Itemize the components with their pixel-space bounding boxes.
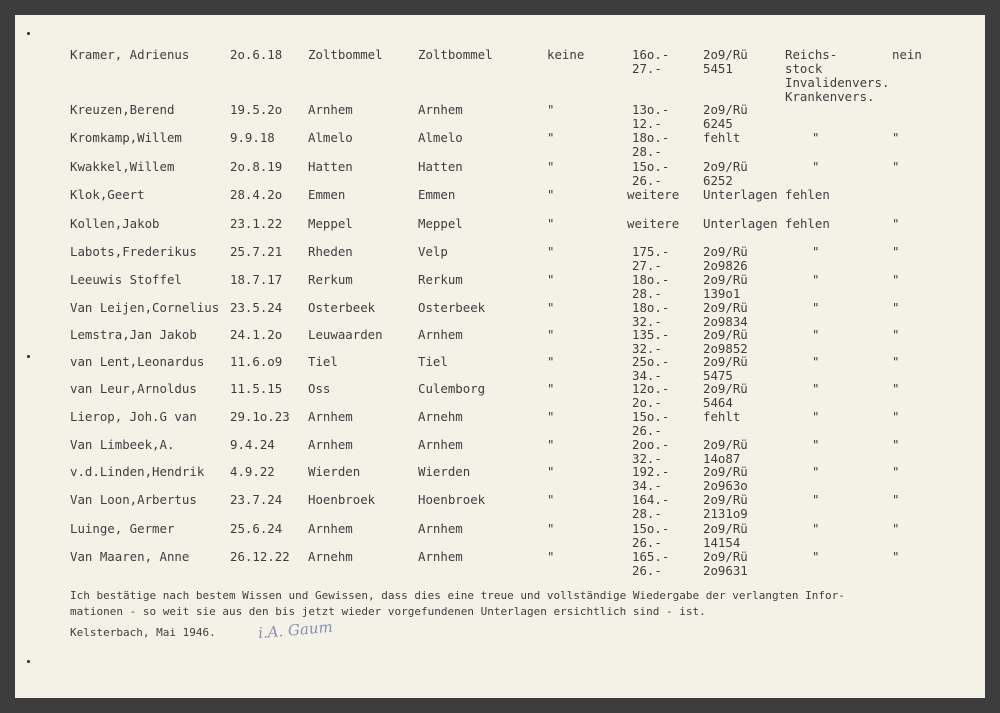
row-amount-2: 34.- — [632, 478, 662, 493]
row-name: Kollen,Jakob — [70, 216, 160, 231]
row-last-column: " — [892, 464, 900, 479]
row-reference-1: 2o9/Rü — [703, 272, 748, 287]
row-residence: Emmen — [418, 187, 456, 202]
row-status: " — [547, 300, 555, 315]
row-reference-2: 2131o9 — [703, 506, 748, 521]
row-birthdate: 23.1.22 — [230, 216, 283, 231]
row-reference-1: 2o9/Rü — [703, 521, 748, 536]
row-status: " — [547, 437, 555, 452]
row-residence: Culemborg — [418, 381, 486, 396]
row-reference-2: 2o9826 — [703, 258, 748, 273]
row-birthplace: Tiel — [308, 354, 338, 369]
row-amount-1: 15o.- — [632, 409, 670, 424]
row-insurance: " — [812, 492, 820, 507]
row-amount-2: 2o.- — [632, 395, 662, 410]
row-birthdate: 24.1.2o — [230, 327, 283, 342]
row-last-column: " — [892, 130, 900, 145]
row-last-column: " — [892, 437, 900, 452]
row-residence: Hoenbroek — [418, 492, 486, 507]
row-amount-2: 28.- — [632, 144, 662, 159]
row-reference-1: 2o9/Rü — [703, 47, 748, 62]
row-last-column: " — [892, 354, 900, 369]
row-reference-2: 6245 — [703, 116, 733, 131]
row-residence: Wierden — [418, 464, 471, 479]
row-name: Kwakkel,Willem — [70, 159, 175, 174]
row-birthplace: Arnhem — [308, 409, 353, 424]
row-status: keine — [547, 47, 585, 62]
row-residence: Arnhem — [418, 437, 463, 452]
row-birthplace: Emmen — [308, 187, 346, 202]
row-birthplace: Hoenbroek — [308, 492, 376, 507]
row-status: " — [547, 327, 555, 342]
row-amount-2: 32.- — [632, 451, 662, 466]
row-status: " — [547, 381, 555, 396]
row-amount-1: 175.- — [632, 244, 670, 259]
row-insurance: Reichs- stock Invalidenvers. Krankenvers. — [785, 47, 890, 104]
row-status: " — [547, 492, 555, 507]
row-status: " — [547, 187, 555, 202]
row-name: van Lent,Leonardus — [70, 354, 205, 369]
row-residence: Osterbeek — [418, 300, 486, 315]
row-birthplace: Arnhem — [308, 102, 353, 117]
row-birthplace: Arnehm — [308, 549, 353, 564]
row-reference-2: 2o963o — [703, 478, 748, 493]
row-amount-2: 26.- — [632, 173, 662, 188]
row-residence: Hatten — [418, 159, 463, 174]
row-amount-2: 28.- — [632, 286, 662, 301]
row-status: " — [547, 354, 555, 369]
row-status: " — [547, 409, 555, 424]
row-last-column: " — [892, 327, 900, 342]
row-amount-1: 15o.- — [632, 521, 670, 536]
confirmation-line-2: mationen - so weit sie aus den bis jetzt wieder vorgefundenen Unterlagen ersichtlich sind - ist. — [70, 605, 706, 618]
row-name: Van Limbeek,A. — [70, 437, 175, 452]
row-reference-1: fehlt — [703, 409, 741, 424]
row-name: v.d.Linden,Hendrik — [70, 464, 205, 479]
row-status: " — [547, 549, 555, 564]
row-name: Van Leijen,Cornelius — [70, 300, 220, 315]
row-reference-1: 2o9/Rü — [703, 437, 748, 452]
row-amount-1: 2oo.- — [632, 437, 670, 452]
row-last-column: " — [892, 159, 900, 174]
row-birthdate: 25.6.24 — [230, 521, 283, 536]
row-name: Kramer, Adrienus — [70, 47, 190, 62]
row-last-column: " — [892, 300, 900, 315]
row-birthdate: 23.7.24 — [230, 492, 283, 507]
handwritten-signature: i.A. Gaum — [257, 617, 334, 643]
row-last-column: " — [892, 492, 900, 507]
row-status: " — [547, 102, 555, 117]
row-birthplace: Oss — [308, 381, 331, 396]
row-reference-2: 14o87 — [703, 451, 741, 466]
row-name: Kreuzen,Berend — [70, 102, 175, 117]
row-insurance: " — [812, 381, 820, 396]
row-insurance: " — [812, 464, 820, 479]
row-birthplace: Hatten — [308, 159, 353, 174]
row-reference-2: 139o1 — [703, 286, 741, 301]
row-insurance: " — [812, 409, 820, 424]
row-insurance: " — [812, 244, 820, 259]
row-reference-2: 14154 — [703, 535, 741, 550]
row-reference-2: 2o9852 — [703, 341, 748, 356]
row-birthdate: 29.1o.23 — [230, 409, 290, 424]
row-status: " — [547, 521, 555, 536]
punch-mark — [27, 660, 30, 663]
row-amount-2: 26.- — [632, 535, 662, 550]
row-reference-1: 2o9/Rü — [703, 327, 748, 342]
row-status: " — [547, 464, 555, 479]
row-residence: Rerkum — [418, 272, 463, 287]
row-name: Lierop, Joh.G van — [70, 409, 197, 424]
row-amount-1: 16o.- — [632, 47, 670, 62]
row-status: " — [547, 272, 555, 287]
row-amount-1: weitere — [627, 187, 680, 202]
row-status: " — [547, 130, 555, 145]
row-reference-2: 5464 — [703, 395, 733, 410]
row-name: Van Maaren, Anne — [70, 549, 190, 564]
row-birthdate: 28.4.2o — [230, 187, 283, 202]
row-amount-2: 26.- — [632, 423, 662, 438]
row-amount-1: weitere — [627, 216, 680, 231]
row-amount-1: 15o.- — [632, 159, 670, 174]
row-amount-1: 18o.- — [632, 130, 670, 145]
row-insurance: " — [812, 521, 820, 536]
row-birthdate: 11.6.o9 — [230, 354, 283, 369]
row-birthplace: Arnhem — [308, 521, 353, 536]
row-name: Labots,Frederikus — [70, 244, 197, 259]
row-birthplace: Almelo — [308, 130, 353, 145]
row-reference-2: 5475 — [703, 368, 733, 383]
row-insurance: " — [812, 130, 820, 145]
row-birthdate: 4.9.22 — [230, 464, 275, 479]
row-birthdate: 2o.6.18 — [230, 47, 283, 62]
row-amount-1: 25o.- — [632, 354, 670, 369]
row-birthdate: 9.9.18 — [230, 130, 275, 145]
row-reference-1: fehlt — [703, 130, 741, 145]
row-residence: Almelo — [418, 130, 463, 145]
row-insurance: " — [812, 327, 820, 342]
row-reference-1: 2o9/Rü — [703, 381, 748, 396]
row-insurance: " — [812, 437, 820, 452]
row-reference-1: 2o9/Rü — [703, 354, 748, 369]
row-residence: Arnhem — [418, 549, 463, 564]
row-amount-1: 13o.- — [632, 102, 670, 117]
row-last-column: nein — [892, 47, 922, 62]
row-name: Kromkamp,Willem — [70, 130, 182, 145]
row-last-column: " — [892, 272, 900, 287]
row-insurance: " — [812, 354, 820, 369]
punch-mark — [27, 355, 30, 358]
row-amount-1: 164.- — [632, 492, 670, 507]
row-reference-1: 2o9/Rü — [703, 244, 748, 259]
row-residence: Arnhem — [418, 521, 463, 536]
row-amount-2: 32.- — [632, 341, 662, 356]
row-name: Lemstra,Jan Jakob — [70, 327, 197, 342]
row-last-column: " — [892, 409, 900, 424]
row-reference-2: 2o9631 — [703, 563, 748, 578]
row-name: Luinge, Germer — [70, 521, 175, 536]
row-birthplace: Zoltbommel — [308, 47, 383, 62]
row-reference-2: 2o9834 — [703, 314, 748, 329]
row-amount-2: 27.- — [632, 61, 662, 76]
row-last-column: " — [892, 549, 900, 564]
row-residence: Arnhem — [418, 102, 463, 117]
row-birthdate: 19.5.2o — [230, 102, 283, 117]
row-amount-1: 165.- — [632, 549, 670, 564]
row-reference-2: 5451 — [703, 61, 733, 76]
row-reference-1: 2o9/Rü — [703, 492, 748, 507]
punch-mark — [27, 32, 30, 35]
row-birthdate: 25.7.21 — [230, 244, 283, 259]
row-amount-1: 18o.- — [632, 272, 670, 287]
row-amount-2: 32.- — [632, 314, 662, 329]
place-date: Kelsterbach, Mai 1946. — [70, 626, 216, 639]
confirmation-line-1: Ich bestätige nach bestem Wissen und Gewissen, dass dies eine treue und vollständige Wiedergabe der verlangten Infor- — [70, 589, 845, 602]
row-reference-1: 2o9/Rü — [703, 300, 748, 315]
row-reference-1: Unterlagen fehlen — [703, 216, 830, 231]
row-residence: Velp — [418, 244, 448, 259]
row-amount-1: 12o.- — [632, 381, 670, 396]
row-birthplace: Arnhem — [308, 437, 353, 452]
document-sheet — [15, 15, 985, 698]
row-name: Van Loon,Arbertus — [70, 492, 197, 507]
row-name: Leeuwis Stoffel — [70, 272, 182, 287]
row-residence: Arnehm — [418, 409, 463, 424]
row-last-column: " — [892, 244, 900, 259]
row-birthdate: 23.5.24 — [230, 300, 283, 315]
row-reference-2: 6252 — [703, 173, 733, 188]
row-residence: Meppel — [418, 216, 463, 231]
row-birthplace: Rerkum — [308, 272, 353, 287]
row-birthplace: Wierden — [308, 464, 361, 479]
row-amount-2: 26.- — [632, 563, 662, 578]
row-birthplace: Rheden — [308, 244, 353, 259]
row-insurance: " — [812, 159, 820, 174]
row-amount-2: 34.- — [632, 368, 662, 383]
row-birthplace: Meppel — [308, 216, 353, 231]
row-amount-1: 135.- — [632, 327, 670, 342]
row-birthdate: 9.4.24 — [230, 437, 275, 452]
row-birthdate: 18.7.17 — [230, 272, 283, 287]
row-amount-2: 27.- — [632, 258, 662, 273]
row-birthplace: Leuwaarden — [308, 327, 383, 342]
row-insurance: " — [812, 272, 820, 287]
row-amount-1: 18o.- — [632, 300, 670, 315]
row-status: " — [547, 159, 555, 174]
row-last-column: " — [892, 216, 900, 231]
row-insurance: " — [812, 300, 820, 315]
row-last-column: " — [892, 381, 900, 396]
row-reference-1: 2o9/Rü — [703, 102, 748, 117]
row-status: " — [547, 244, 555, 259]
row-amount-2: 12.- — [632, 116, 662, 131]
row-reference-1: 2o9/Rü — [703, 549, 748, 564]
row-reference-1: Unterlagen fehlen — [703, 187, 830, 202]
row-birthdate: 2o.8.19 — [230, 159, 283, 174]
row-reference-1: 2o9/Rü — [703, 464, 748, 479]
row-status: " — [547, 216, 555, 231]
row-last-column: " — [892, 521, 900, 536]
row-amount-1: 192.- — [632, 464, 670, 479]
row-reference-1: 2o9/Rü — [703, 159, 748, 174]
row-name: van Leur,Arnoldus — [70, 381, 197, 396]
row-insurance: " — [812, 549, 820, 564]
row-residence: Tiel — [418, 354, 448, 369]
row-name: Klok,Geert — [70, 187, 145, 202]
row-birthdate: 26.12.22 — [230, 549, 290, 564]
row-amount-2: 28.- — [632, 506, 662, 521]
row-birthdate: 11.5.15 — [230, 381, 283, 396]
row-birthplace: Osterbeek — [308, 300, 376, 315]
row-residence: Arnhem — [418, 327, 463, 342]
row-residence: Zoltbommel — [418, 47, 493, 62]
